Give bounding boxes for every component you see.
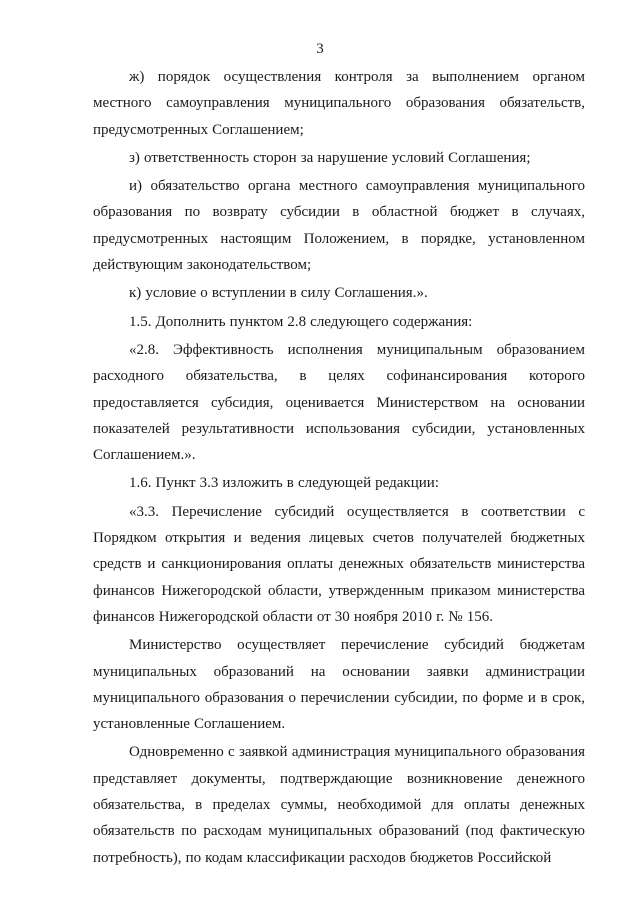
paragraph-zh: ж) порядок осуществления контроля за выполнением органом местного самоуправления муниципального образования обязательств, предусмотренных Соглашением; (93, 69, 585, 138)
paragraph-z: з) ответственность сторон за нарушение условий Соглашения; (129, 149, 531, 166)
paragraph-3-3: «3.3. Перечисление субсидий осуществляется в соответствии с Порядком открытия и ведения лицевых счетов получателей бюджетных средств и санкционирования оплаты денежных обязательств министерства финансов Нижегородской области, утвержденным приказом министерства финансов Нижегородской области от 30 ноября 2010 г. № 156. (93, 503, 585, 625)
document-body (93, 64, 585, 873)
paragraph-1-6: 1.6. Пункт 3.3 изложить в следующей редакции: (129, 475, 439, 492)
paragraph-i: и) обязательство органа местного самоуправления муниципального образования по возврату субсидии в областной бюджет в случаях, предусмотренных настоящим Положением, в порядке, установленном действующим законодательством; (93, 178, 585, 274)
paragraph-2-8: «2.8. Эффективность исполнения муниципальным образованием расходного обязательства, в целях софинансирования которого предоставляется субсидия, оценивается Министерством на основании показателей результативности использования субсидии, установленных Соглашением.». (93, 341, 585, 464)
paragraph-ministry-transfer: Министерство осуществляет перечисление субсидий бюджетам муниципальных образований на основании заявки администрации муниципального образования о перечислении субсидии, по форме и в срок, установленные Соглашением. (93, 637, 585, 733)
paragraph-k: к) условие о вступлении в силу Соглашения.». (129, 285, 428, 302)
paragraph-1-5: 1.5. Дополнить пунктом 2.8 следующего содержания: (129, 313, 473, 330)
paragraph-application-documents: Одновременно с заявкой администрация муниципального образования представляет документы, подтверждающие возникновение денежного обязательства, в пределах суммы, необходимой для оплаты денежных обязательств по расходам муниципальных образований (под фактическую потребность), по кодам классификации расходов бюджетов Российской (93, 744, 585, 866)
page-number: 3 (316, 41, 324, 57)
